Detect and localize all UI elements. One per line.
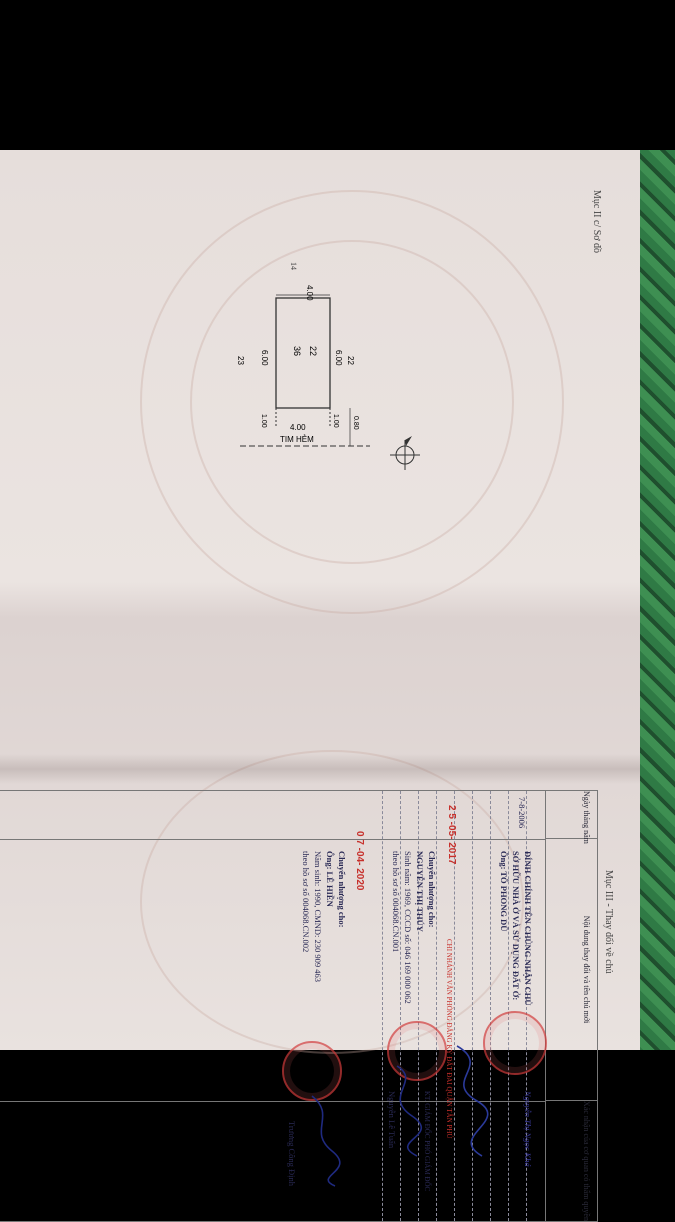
signer-title: KT. GIÁM ĐỐC PHÓ GIÁM ĐỐC [423,1091,431,1192]
dim-bottom-width: 4.00 [290,423,306,432]
entry-line: Ông: TÔ PHONG DŨ [499,851,509,932]
land-plot-diagram [236,285,440,480]
signer-name: Nguyễn Lê Tuấn [387,1091,397,1149]
entry-line: Ông: LÊ HIỀN [325,851,335,907]
handwritten-signature [297,1091,347,1191]
stamp-date: 2 5 -05- 2017 [446,805,457,865]
stamp-date: 0 7 -04- 2020 [354,831,365,891]
entry-line: Chuyển nhượng cho: [427,851,437,928]
dim-left-offset: 1.00 [260,414,267,428]
handwritten-signature [377,1061,427,1161]
alley-label: TIM HẺM [280,435,314,444]
neighbor-bottom: 23 [236,356,245,365]
signer-name: Nguyễn Thị Ngọc Khá [523,1091,533,1167]
page-number: 14 [289,262,298,270]
entry-line: Chuyển nhượng cho: [337,851,347,928]
section-title-so-do: Mục II c/ Sơ đồ [591,190,602,254]
lot-number: 22 [308,346,318,357]
header-confirm: Xác nhận của cơ quan có thẩm quyền [545,1101,597,1221]
section-title-thay-doi: Mục III - Thay đổi về chủ [603,870,614,974]
header-content: Nội dung thay đổi và tên chủ mới [545,839,597,1101]
dim-left-depth: 6.00 [260,350,269,366]
entry-line: NGUYỄN THỊ THÚY [415,851,425,932]
authority-name: CHI NHÁNH VĂN PHÒNG ĐĂNG KÝ ĐẤT ĐAI QUẬN TÂN PHÚ [445,939,453,1139]
entry-line: theo hồ sơ số 004068.CN.002 [301,851,311,953]
col-divider [0,839,545,840]
lot-area: 36 [292,346,302,357]
dim-alley-offset: 0.80 [352,416,359,430]
changes-table [0,790,598,1222]
entry-date: 7-8-2006 [517,797,527,829]
lot-outline [276,298,330,408]
north-arrow-icon [390,436,420,470]
document-photo [0,150,675,1221]
dim-right-offset: 1.00 [332,414,339,428]
entry-line: SỞ HỮU NHÀ Ở VÀ SỬ DỤNG ĐẤT Ở: [511,851,521,1001]
header-date: Ngày tháng năm [545,791,597,839]
entry-line: ĐÍNH CHÍNH TÊN CHỦNG NHẬN CHỦ [523,851,533,1006]
certificate-booklet [0,150,640,1221]
dim-top-width: 4.00 [305,285,314,301]
handwritten-signature [437,1041,497,1161]
entry-line: Năm sinh: 1990, CMND: 230 909 463 [313,851,323,983]
neighbor-top: 22 [346,356,355,365]
signer-name: Trương Công Định [287,1121,297,1186]
entry-line: Sinh năm: 1969, CCCD số: 046 169 000 062 [403,851,413,1004]
book-spine [0,754,640,784]
dim-right-depth: 6.00 [334,350,343,366]
entry-line: theo hồ sơ số 004068.CN.001 [391,851,401,953]
